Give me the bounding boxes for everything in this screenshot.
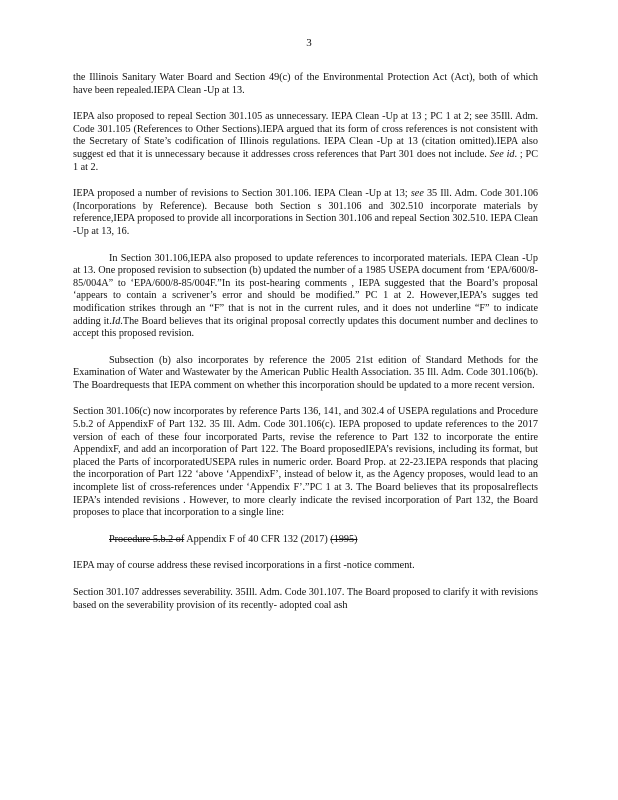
incorporation-text: Appendix F of 40 CFR 132 (2017) <box>186 533 328 545</box>
paragraph-4 <box>73 253 538 341</box>
struck-text: (1995) <box>330 533 358 545</box>
see-signal: see <box>410 188 424 200</box>
paragraph-5: Subsection (b) also incorporates by reference the 2005 21st edition of Standard Methods for the Examination of Water and Wastewater by the American Public Health Association. 35 Ill. Adm. Code 301.106(b). The Boardrequests that IEPA comment on whether this incorporation should be updated to a more recent version. <box>73 354 538 391</box>
paragraph-2 <box>73 111 538 174</box>
paragraph-7: IEPA may of course address these revised incorporations in a first -notice comment. <box>73 560 415 572</box>
paragraph-3 <box>73 188 538 238</box>
paragraph-3-text: IEPA proposed a number of revisions to Section 301.106. IEPA Clean -Up at 13; <box>73 188 408 200</box>
paragraph-6: Section 301.106(c) now incorporates by reference Parts 136, 141, and 302.4 of USEPA regulations and Procedure 5.b.2 of AppendixF of Part 132. 35 Ill. Adm. Code 301.106(c). IEPA proposed to update references to the 2017 version of each of these four incorporated Parts, revise the reference to Part 132 to incorporate the entire AppendixF, and add an incorporation of Part 122. The Board proposedIEPA’s revisions, including its format, but placed the Parts of incorporatedUSEPA rules in numeric order. Board Prop. at 22-23.IEPA responds that placing the incorporation of Part 122 ‘above ‘AppendixF’, instead of below it, as the Agency proposes, would lead to an incomplete list of cross-references under ‘Appendix F’.”PC 1 at 3. The Board believes that its proposalreflects IEPA’s intended revisions . However, to more clearly indicate the revised incorporation of Part 132, the Board proposes to place that incorporation to a single line: <box>73 406 538 519</box>
id-signal: Id <box>111 315 121 327</box>
paragraph-2-tail: . ; PC 1 at 2. <box>73 148 539 173</box>
struck-text: Procedure 5.b.2 of <box>109 533 185 545</box>
paragraph-4-text: In Section 301.106,IEPA also proposed to update references to incorporated materials. IEPA Clean -Up at 13. One proposed revision to subsection (b) updated the number of a 1985 USEPA document from ‘EPA/600/8-85/004A” to ‘EPA/600/8-85/004F.”In its post-hearing comments , IEPA suggested that the Board’s proposal ‘appears to contain a scrivener’s error and should be modified.” PC 1 at 2. However,IEPA’s sugges ted modification strikes through an “F” that is not in the current rules, and it does not underline “F” to indicate adding it. <box>73 252 538 327</box>
paragraph-3-tail: 35 Ill. Adm. Code 301.106 (Incorporations by Reference). Because both Section s 301.106 and 302.510 incorporate materials by reference,IEPA proposed to provide all incorporations in Section 301.106 and repeal Section 302.510. IEPA Clean -Up at 13, 16. <box>73 188 539 237</box>
paragraph-1: the Illinois Sanitary Water Board and Section 49(c) of the Environmental Protection Act (Act), both of which have been repealed.IEPA Clean -Up at 13. <box>73 72 538 96</box>
incorporation-line <box>109 534 538 547</box>
page-number: 3 <box>306 37 312 49</box>
paragraph-8: Section 301.107 addresses severability. 35Ill. Adm. Code 301.107. The Board proposed to clarify it with revisions based on the severability provision of its recently- adopted coal ash <box>73 587 538 611</box>
paragraph-2-text: IEPA also proposed to repeal Section 301.105 as unnecessary. IEPA Clean -Up at 13 ; PC 1 at 2; see 35Ill. Adm. Code 301.105 (References to Other Sections).IEPA argued that its form of cross references is not consistent with the Secretary of State’s codification of Illinois regulations. IEPA Clean -Up at 13 (citation omitted).IEPA also suggest ed that it is unnecessary because it addresses cross references that Part 301 does not include. <box>73 111 538 160</box>
paragraph-4-tail: .The Board believes that its original proposal correctly updates this document number and declines to accept this proposed revision. <box>73 315 538 340</box>
see-signal: See <box>489 148 504 160</box>
body-text <box>73 72 538 626</box>
id-signal: id <box>506 148 515 160</box>
